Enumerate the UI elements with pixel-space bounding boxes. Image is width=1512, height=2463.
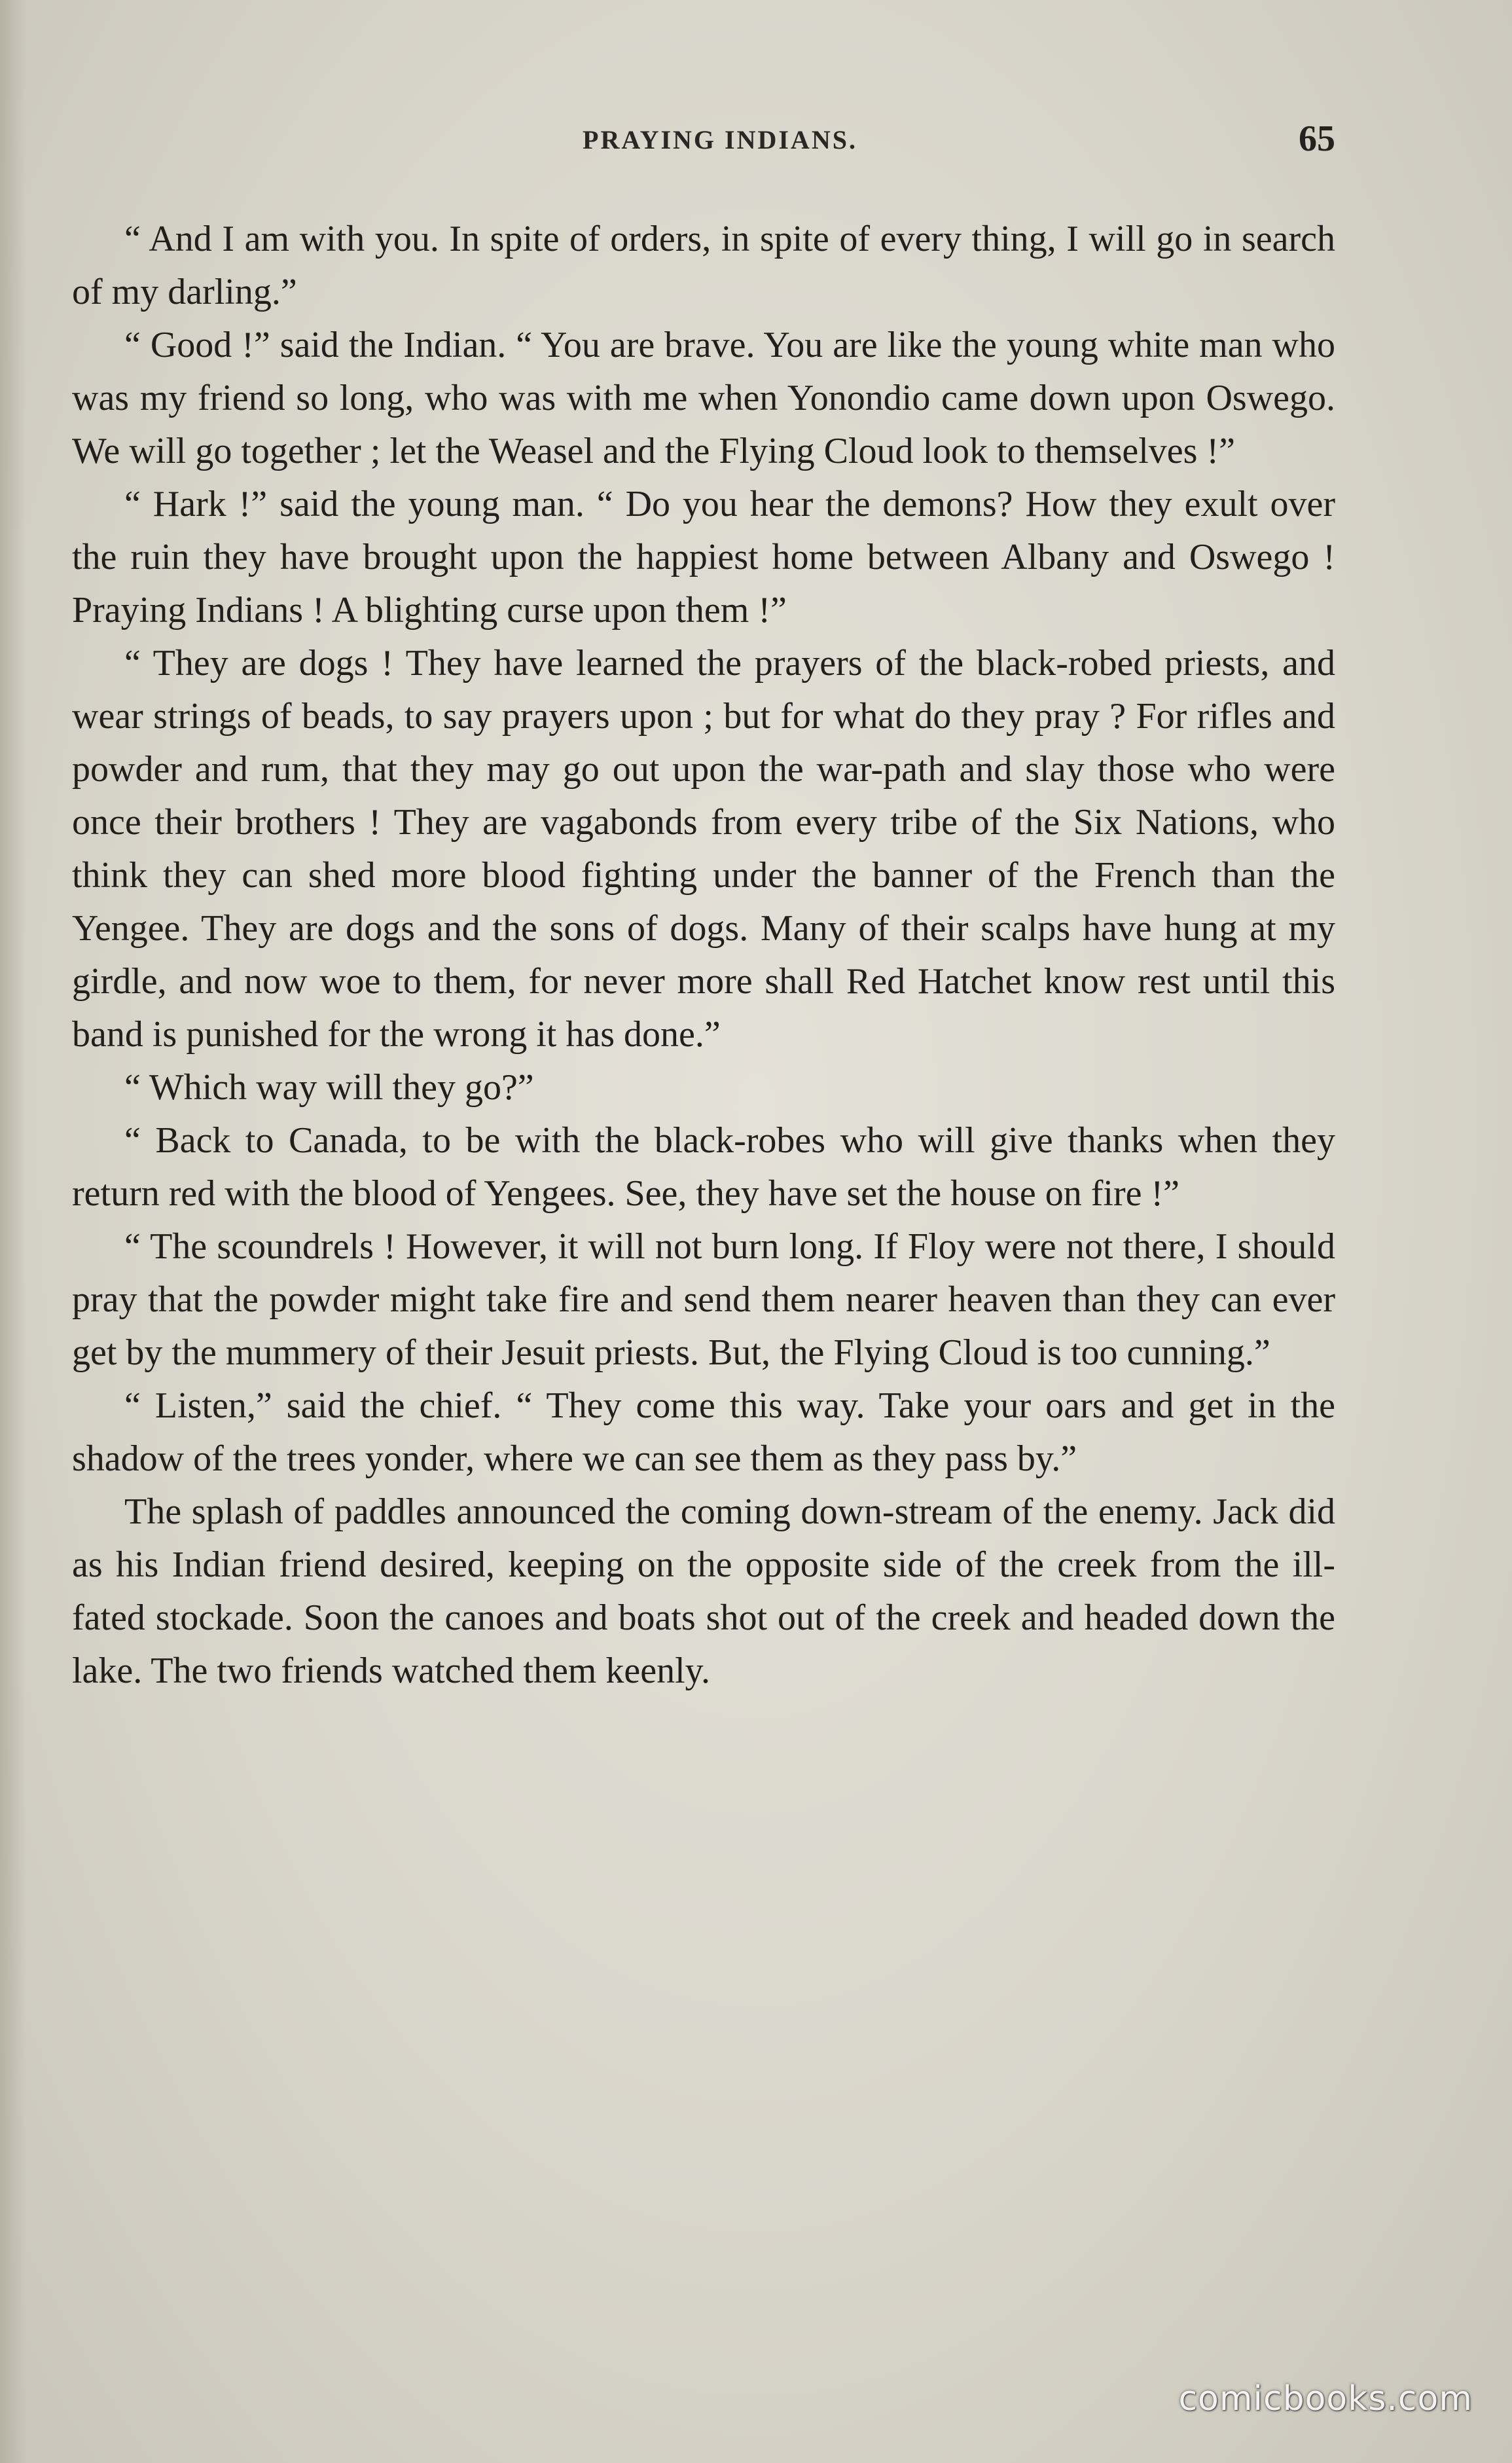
paragraph: “ Good !” said the Indian. “ You are brave. You are like the young white man who was my friend so long, who was with me when Yonondio came down upon Oswego. We will go together ; let the Weasel and the Flying Cloud look to themselves !” [72,325,1335,471]
paragraph: “ Which way will they go?” [124,1067,534,1108]
body-text [72,213,1335,1698]
page-number: 65 [1299,119,1335,159]
paragraph: “ Listen,” said the chief. “ They come this way. Take your oars and get in the shadow of the trees yonder, where we can see them as they pass by.” [72,1385,1335,1479]
paragraph: “ The scoundrels ! However, it will not burn long. If Floy were not there, I should pray that the powder might take fire and send them nearer heaven than they can ever get by the mummery of their Jesuit priests. But, the Flying Cloud is too cunning.” [72,1226,1335,1373]
paragraph: The splash of paddles announced the coming down-stream of the enemy. Jack did as his Indian friend desired, keeping on the opposite side of the creek from the ill-fated stockade. Soon the canoes and boats shot out of the creek and headed down the lake. The two friends watched them keenly. [72,1491,1335,1691]
paragraph: “ They are dogs ! They have learned the prayers of the black-robed priests, and wear strings of beads, to say prayers upon ; but for what do they pray ? For rifles and powder and rum, that they may go out upon the war-path and slay those who were once their brothers ! They are vagabonds from every tribe of the Six Nations, who think they can shed more blood fighting under the banner of the French than the Yengee. They are dogs and the sons of dogs. Many of their scalps have hung at my girdle, and now woe to them, for never more shall Red Hatchet know rest until this band is punished for the wrong it has done.” [72,643,1335,1055]
paragraph: “ Hark !” said the young man. “ Do you hear the demons? How they exult over the ruin they have brought upon the happiest home between Albany and Oswego ! Praying Indians ! A blighting curse upon them !” [72,484,1335,630]
watermark: comicbooks.com [1178,2379,1473,2418]
running-header [79,118,1361,170]
running-title: PRAYING INDIANS. [583,125,857,155]
paragraph: “ Back to Canada, to be with the black-robes who will give thanks when they return red with the blood of Yengees. See, they have set the house on fire !” [72,1120,1335,1214]
paragraph: “ And I am with you. In spite of orders, in spite of every thing, I will go in search of my darling.” [72,219,1335,312]
page-edge-shadow [0,0,26,2463]
